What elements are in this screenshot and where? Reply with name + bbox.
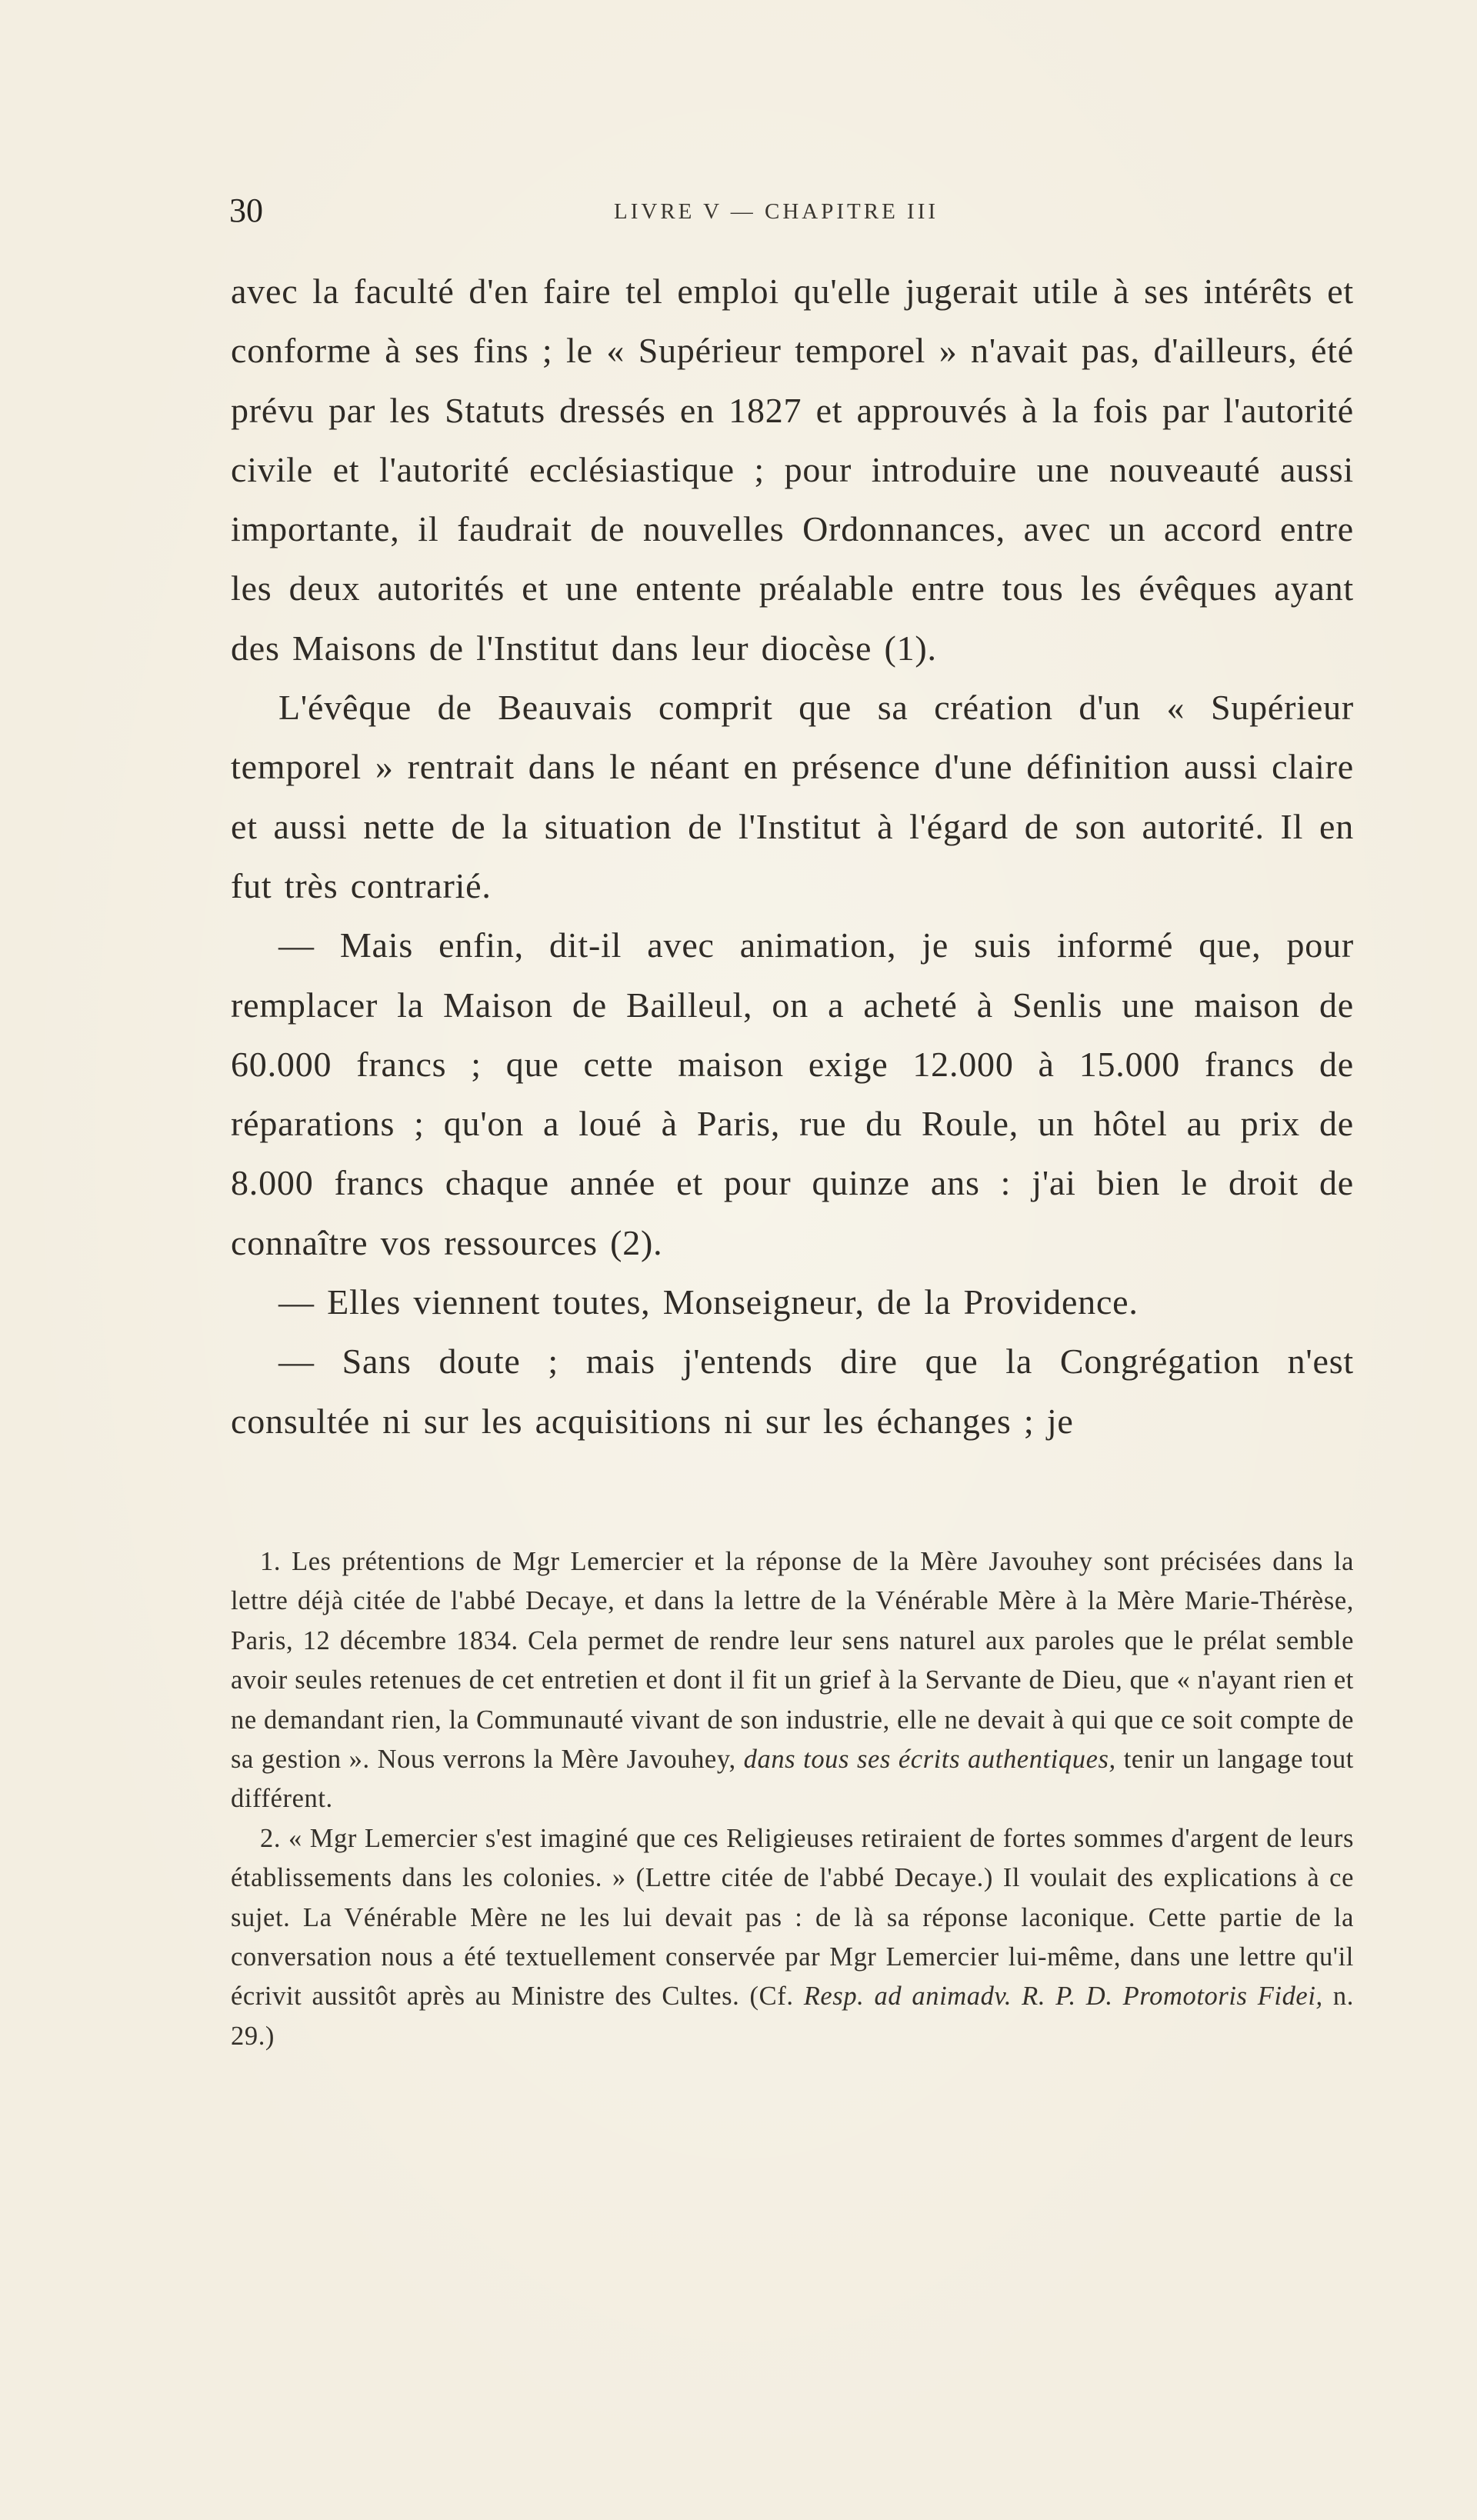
footnote-1-italic: dans tous ses écrits authentiques,	[743, 1745, 1116, 1775]
footnote-2	[231, 1819, 1354, 2056]
footnote-2-text: 2. « Mgr Lemercier s'est imaginé que ces Religieuses retiraient de fortes sommes d'argent de leurs établissements dans les colonies. » (Lettre citée de l'abbé Decaye.) Il voulait des explications à ce sujet. La Vénérable Mère ne les lui devait pas : de là sa réponse laconique. Cette partie de la conversation nous a été textuellement conservée par Mgr Lemercier lui-même, dans une lettre qu'il écrivit aussitôt après au Ministre des Cultes. (Cf.	[231, 1823, 1354, 2012]
footnote-1-text: 1. Les prétentions de Mgr Lemercier et la réponse de la Mère Javouhey sont précisées dans la lettre déjà citée de l'abbé Decaye, et dans la lettre de la Vénérable Mère à la Mère Marie-Thérèse, Paris, 12 décembre 1834. Cela permet de rendre leur sens naturel aux paroles que le prélat semble avoir seules retenues de cet entretien et dont il fit un grief à la Servante de Dieu, que « n'ayant rien et ne demandant rien, la Communauté vivant de son industrie, elle ne devait à qui que ce soit compte de sa gestion ». Nous verrons la Mère Javouhey,	[231, 1547, 1354, 1775]
footnote-1	[231, 1542, 1354, 1819]
main-text	[231, 262, 1354, 1451]
paragraph-3: — Mais enfin, dit-il avec animation, je suis informé que, pour remplacer la Maison de Bailleul, on a acheté à Senlis une maison de 60.000 francs ; que cette maison exige 12.000 à 15.000 francs de réparations ; qu'on a loué à Paris, rue du Roule, un hôtel au prix de 8.000 francs chaque année et pour quinze ans : j'ai bien le droit de connaître vos ressources (2).	[231, 925, 1354, 1262]
footnote-1-end: tenir un langage tout différent.	[231, 1745, 1354, 1814]
page-number: 30	[229, 192, 263, 229]
footnote-2-end: n. 29.)	[231, 1982, 1354, 2051]
running-head: LIVRE V — CHAPITRE III	[614, 199, 939, 224]
paragraph-2: L'évêque de Beauvais comprit que sa création d'un « Supérieur temporel » rentrait dans le néant en présence d'une définition aussi claire et aussi nette de la situation de l'Institut à l'égard de son autorité. Il en fut très contrarié.	[231, 688, 1354, 905]
footnote-2-italic: Resp. ad animadv. R. P. D. Promotoris Fidei,	[803, 1982, 1323, 2012]
page-header	[229, 188, 1352, 234]
paragraph-5: — Sans doute ; mais j'entends dire que la Congrégation n'est consultée ni sur les acquisitions ni sur les échanges ; je	[231, 1342, 1354, 1441]
paragraph-1: avec la faculté d'en faire tel emploi qu'elle jugerait utile à ses intérêts et conforme à ses fins ; le « Supérieur temporel » n'avait pas, d'ailleurs, été prévu par les Statuts dressés en 1827 et approuvés à la fois par l'autorité civile et l'autorité ecclésiastique ; pour introduire une nouveauté aussi importante, il faudrait de nouvelles Ordonnances, avec un accord entre les deux autorités et une entente préalable entre tous les évêques ayant des Maisons de l'Institut dans leur diocèse (1).	[231, 272, 1354, 668]
footnotes	[231, 1542, 1354, 2056]
paragraph-4: — Elles viennent toutes, Monseigneur, de la Providence.	[278, 1282, 1139, 1322]
